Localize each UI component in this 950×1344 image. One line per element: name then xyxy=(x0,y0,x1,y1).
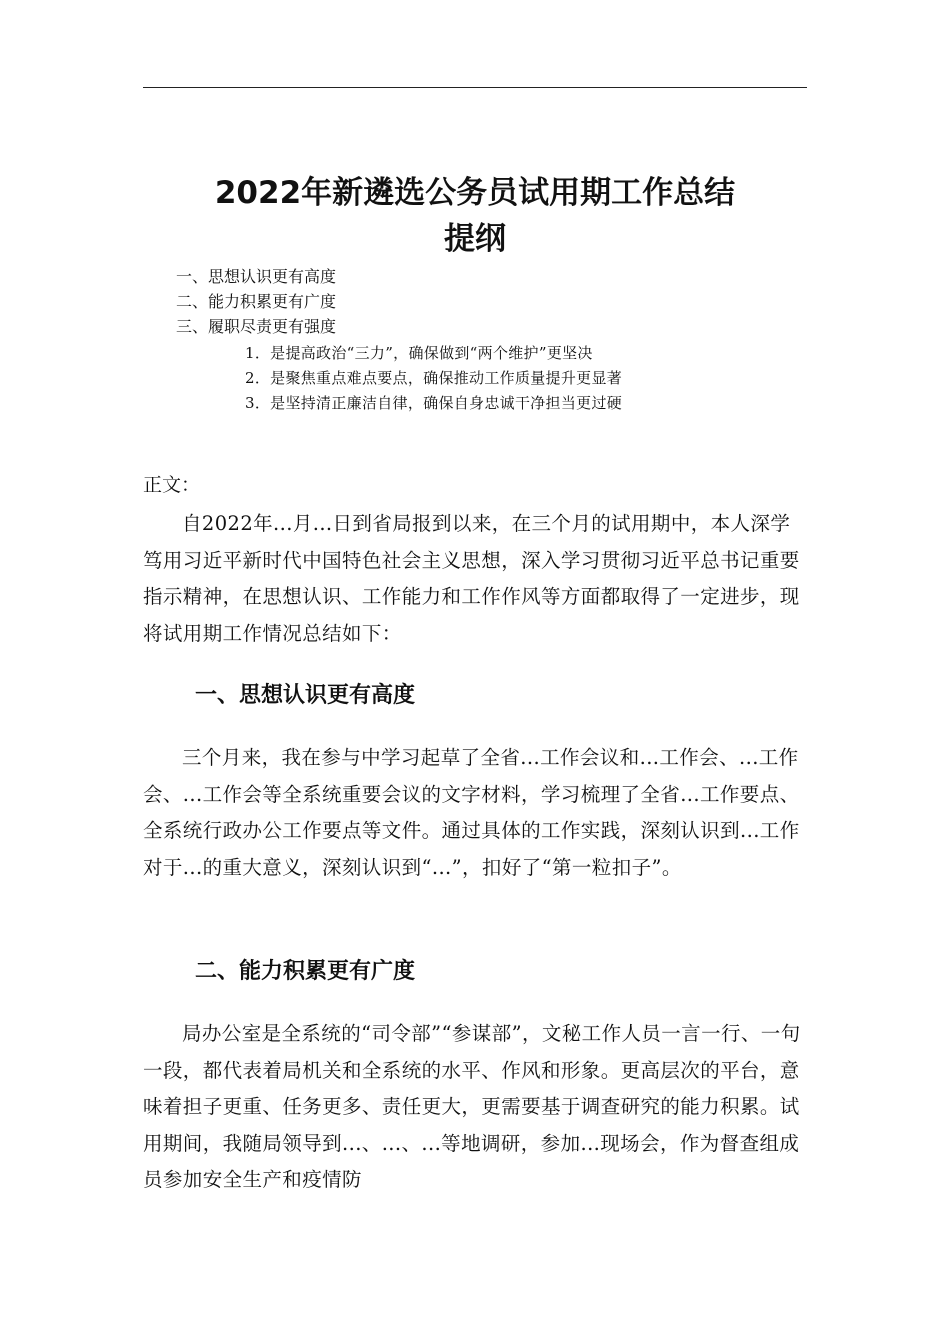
sub-outline-item-3: 3．是坚持清正廉洁自律，确保自身忠诚干净担当更过硬 xyxy=(245,394,623,412)
section2-paragraph xyxy=(143,1016,807,1199)
sub-outline-item-2: 2．是聚焦重点难点要点，确保推动工作质量提升更显著 xyxy=(245,369,623,387)
section1-text: 三个月来，我在参与中学习起草了全省...工作会议和...工作会、...工作会、...工作会等全系统重要会议的文字材料，学习梳理了全省...工作要点、全系统行政办公工作要点等文件。通过具体的工作实践，深刻认识到...工作对于...的重大意义，深刻认识到“...”，扣好了“第一粒扣子”。 xyxy=(143,746,800,879)
header-rule xyxy=(143,87,807,88)
intro-paragraph xyxy=(143,506,807,652)
outline-item-2: 二、能力积累更有广度 xyxy=(176,292,337,311)
section1-heading: 一、思想认识更有高度 xyxy=(195,683,416,708)
sub-outline-item-1: 1．是提高政治“三力”，确保做到“两个维护”更坚决 xyxy=(245,344,593,362)
document-title-line1: 2022年新遴选公务员试用期工作总结 xyxy=(214,175,736,211)
body-label: 正文： xyxy=(143,474,201,496)
outline-item-1: 一、思想认识更有高度 xyxy=(176,267,337,286)
intro-text: 自2022年...月...日到省局报到以来，在三个月的试用期中，本人深学笃用习近平新时代中国特色社会主义思想，深入学习贯彻习近平总书记重要指示精神，在思想认识、工作能力和工作作风等方面都取得了一定进步，现将试用期工作情况总结如下： xyxy=(143,512,800,645)
section1-paragraph xyxy=(143,740,807,886)
section2-heading: 二、能力积累更有广度 xyxy=(195,959,416,984)
document-title-line2: 提纲 xyxy=(444,221,506,257)
section2-text: 局办公室是全系统的“司令部”“参谋部”，文秘工作人员一言一行、一句一段，都代表着局机关和全系统的水平、作风和形象。更高层次的平台，意味着担子更重、任务更多、责任更大，更需要基于调查研究的能力积累。试用期间，我随局领导到...、...、...等地调研，参加...现场会，作为督查组成员参加安全生产和疫情防 xyxy=(143,1022,801,1191)
outline-item-3: 三、履职尽责更有强度 xyxy=(176,317,337,336)
